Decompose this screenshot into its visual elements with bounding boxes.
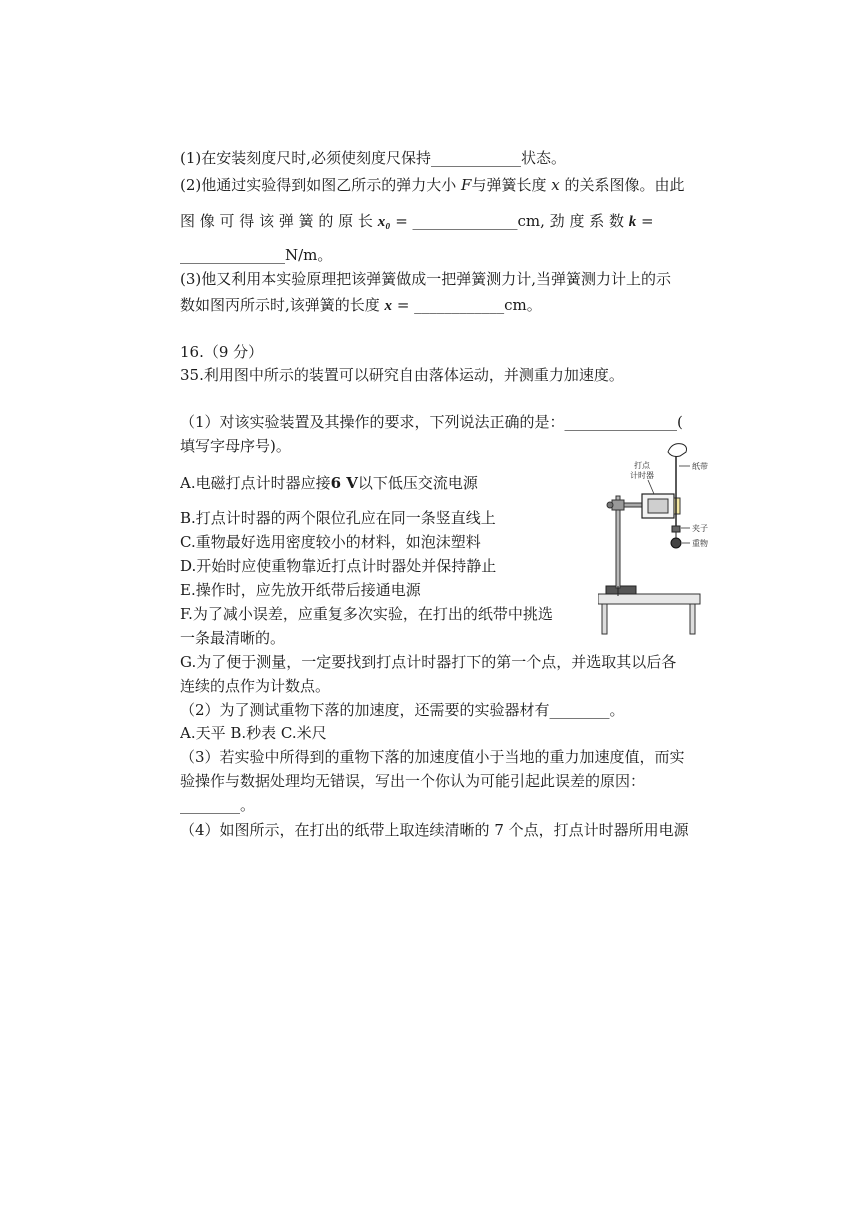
q15-part2-line2-a: 图 像 可 得 该 弹 簧 的 原 长: [180, 212, 378, 230]
option-a-text-b: 以下低压交流电源: [357, 474, 478, 492]
label-timer-1: 打点: [634, 461, 650, 470]
timer-limit-hole: [674, 498, 680, 514]
clamp-knob: [607, 502, 613, 508]
table-leg-right: [690, 604, 695, 634]
q16-option-e: E.操作时，应先放开纸带后接通电源: [180, 581, 421, 599]
q16-option-a: [180, 472, 600, 494]
q16-sub1-line2: 填写字母序号)。: [180, 437, 291, 455]
clip-icon: [672, 526, 680, 532]
q15-part3-line2: [180, 294, 716, 317]
free-fall-apparatus-figure: [598, 436, 718, 636]
q15-part2-text-a: (2)他通过实验得到如图乙所示的弹力大小: [180, 176, 462, 194]
label-timer-2: 计时器: [630, 471, 654, 480]
q15-part2-line2: [180, 210, 716, 233]
q16-header: 16.（9 分）: [180, 343, 264, 361]
q15-part3-line2-b: = ____________cm。: [392, 296, 542, 314]
q15-part2-line1: [180, 174, 716, 196]
q15-part3-line1: (3)他又利用本实验原理把该弹簧做成一把弹簧测力计,当弹簧测力计上的示: [180, 270, 672, 288]
q16-sub2-options: A.天平 B.秒表 C.米尺: [180, 724, 327, 742]
label-tape: 纸带: [692, 462, 708, 471]
hand-icon: [668, 444, 687, 457]
table-top: [598, 594, 700, 604]
stand-clamp: [612, 500, 624, 510]
q15-part2-line2-b: = ______________cm, 劲 度 系 数: [390, 212, 629, 230]
q16-option-d: D.开始时应使重物靠近打点计时器处并保持静止: [180, 557, 497, 575]
q15-part3-line2-a: 数如图丙所示时,该弹簧的长度: [180, 296, 385, 314]
option-a-text: A.电磁打点计时器应接: [180, 474, 331, 492]
stand-arm: [624, 503, 642, 507]
q16-option-g-line1: G.为了便于测量，一定要找到打点计时器打下的第一个点，并选取其以后各: [180, 653, 677, 671]
stand-base: [606, 586, 636, 594]
q15-part2-text-c: 的关系图像。由此: [559, 176, 685, 194]
q16-sub2: （2）为了测试重物下落的加速度，还需要的实验器材有________。: [180, 701, 625, 719]
q16-option-g-line2: 连续的点作为计数点。: [180, 677, 331, 695]
q16-sub4-line1: （4）如图所示，在打出的纸带上取连续清晰的 7 个点，打点计时器所用电源: [180, 821, 689, 839]
q16-option-b: B.打点计时器的两个限位孔应在同一条竖直线上: [180, 509, 496, 527]
table-leg-left: [602, 604, 607, 634]
q16-sub3-line2: 验操作与数据处理均无错误，写出一个你认为可能引起此误差的原因：: [180, 772, 646, 790]
q16-sub3-line3: ________。: [180, 796, 256, 814]
weight-icon: [671, 538, 681, 548]
var-k: k: [628, 214, 637, 230]
pointer-timer: [648, 480, 654, 494]
var-x: x: [551, 176, 560, 194]
q16-sub3-line1: （3）若实验中所得到的重物下落的加速度值小于当地的重力加速度值，而实: [180, 748, 685, 766]
q15-part2-line3: ______________N/m。: [180, 246, 333, 264]
q15-part2-line2-c: =: [636, 212, 654, 230]
var-x0: x₀: [377, 214, 391, 230]
label-clip: 夹子: [692, 524, 708, 533]
q16-option-c: C.重物最好选用密度较小的材料，如泡沫塑料: [180, 533, 481, 551]
q15-part1: (1)在安装刻度尺时,必须使刻度尺保持____________状态。: [180, 149, 567, 167]
q16-option-f-line2: 一条最清晰的。: [180, 629, 286, 647]
q15-part2-text-b: 与弹簧长度: [471, 176, 552, 194]
q16-sub1-line1: （1）对该实验装置及其操作的要求，下列说法正确的是：_______________(: [180, 413, 683, 431]
timer-inner: [648, 499, 668, 513]
label-weight: 重物: [692, 539, 708, 548]
q16-stem: 35.利用图中所示的装置可以研究自由落体运动，并测重力加速度。: [180, 366, 624, 384]
var-x-length: x: [384, 298, 393, 314]
voltage-value: 6 V: [330, 474, 358, 492]
q16-option-f-line1: F.为了减小误差，应重复多次实验，在打出的纸带中挑选: [180, 605, 553, 623]
var-F: F: [461, 176, 472, 194]
